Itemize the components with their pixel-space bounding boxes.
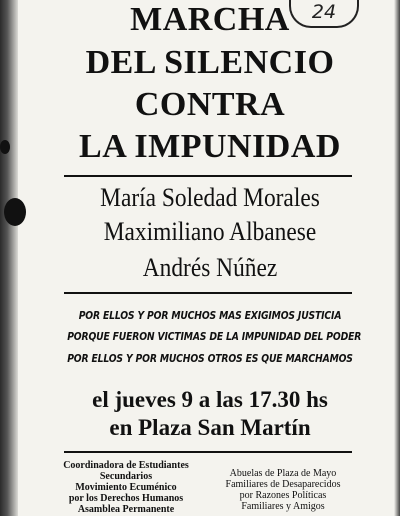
organization-line: Abuelas de Plaza de Mayo — [229, 468, 337, 479]
scan-shadow-right — [394, 0, 400, 516]
organization-line: Asamblea Permanente — [77, 504, 175, 515]
slogan-line-2: PORQUE FUERON VICTIMAS DE LA IMPUNIDAD DEL PODER — [67, 330, 362, 343]
scan-shadow-left — [0, 0, 18, 516]
organizations-left — [56, 460, 196, 515]
ink-blot — [0, 140, 10, 154]
title-line-2: DEL SILENCIO — [85, 44, 335, 81]
event-date-time: el jueves 9 a las 17.30 hs — [92, 387, 328, 412]
event-place: en Plaza San Martín — [109, 415, 311, 440]
divider-rule — [64, 292, 352, 294]
slogan-line-1: POR ELLOS Y POR MUCHOS MAS EXIGIMOS JUSTICIA — [78, 309, 342, 322]
organization-line: Movimiento Ecuménico — [75, 482, 177, 493]
organization-line: Familiares y Amigos — [241, 501, 325, 512]
organization-line: Secundarios — [99, 471, 153, 482]
title-line-1: MARCHA — [130, 1, 290, 38]
organization-line: Coordinadora de Estudiantes — [63, 460, 189, 471]
organizations-right — [208, 468, 358, 512]
victim-name-1: María Soledad Morales — [100, 183, 320, 212]
organization-line: Familiares de Desaparecidos — [225, 479, 341, 490]
title-line-4: LA IMPUNIDAD — [79, 128, 341, 165]
victim-name-3: Andrés Núñez — [142, 253, 278, 282]
title-line-3: CONTRA — [134, 86, 286, 123]
slogan-line-3: POR ELLOS Y POR MUCHOS OTROS ES QUE MARCHAMOS — [67, 352, 353, 365]
divider-rule — [64, 451, 352, 453]
organization-line: por los Derechos Humanos — [68, 493, 184, 504]
ink-blot — [4, 198, 26, 226]
divider-rule — [64, 175, 352, 177]
organization-line: por Razones Políticas — [239, 490, 327, 501]
page-number: 24 — [289, 0, 359, 28]
victim-name-2: Maximiliano Albanese — [103, 217, 317, 246]
